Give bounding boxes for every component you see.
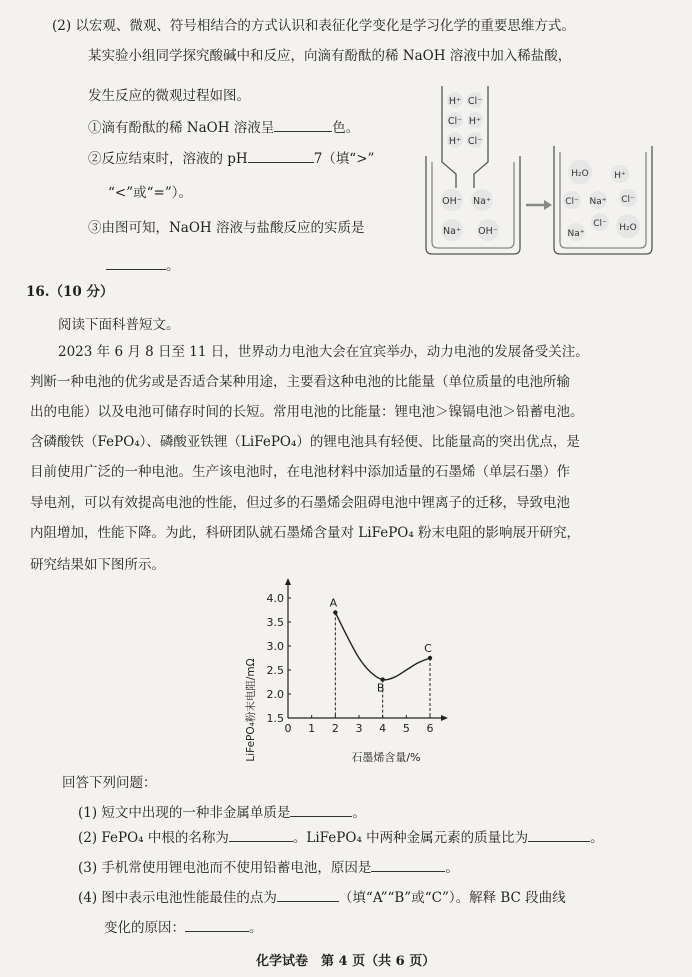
ion-label: OH⁻	[478, 226, 498, 237]
q2-end: 。	[590, 830, 604, 846]
q15-item2	[88, 148, 374, 169]
q16-question-3	[78, 857, 459, 878]
y-tick-label: 4.0	[266, 592, 284, 605]
x-tick-label: 6	[426, 722, 434, 735]
q15-item3-end: 。	[166, 258, 180, 274]
resistance-curve	[335, 612, 430, 679]
q15-item2-pre: ②反应结束时，溶液的 pH	[88, 151, 248, 167]
beaker-after-ions	[563, 160, 640, 241]
chart-x-label: 石墨烯含量/%	[351, 751, 421, 764]
answer-blank[interactable]	[106, 255, 166, 270]
ion-label: H⁺	[448, 96, 462, 107]
answer-blank[interactable]	[185, 917, 249, 932]
passage-line: 含磷酸铁（FePO₄）、磷酸亚铁锂（LiFePO₄）的锂电池具有轻便、比能量高的突出优点，是	[30, 434, 580, 450]
q16-question-4	[78, 887, 566, 908]
beaker-before-ions	[441, 189, 499, 241]
funnel-ions	[447, 92, 483, 148]
q15-item1-pre: ①滴有酚酞的稀 NaOH 溶液呈	[88, 120, 275, 136]
answer-blank[interactable]	[274, 117, 332, 132]
q1-text: (1) 短文中出现的一种非金属单质是	[78, 805, 291, 821]
answer-blank[interactable]	[277, 887, 339, 902]
q3-end: 。	[445, 860, 459, 876]
x-tick-label: 4	[379, 722, 387, 735]
q1-end: 。	[352, 805, 366, 821]
passage-line: 目前使用广泛的一种电池。生产该电池时，在电池材料中添加适量的石墨烯（单层石墨）作	[30, 464, 570, 480]
passage-line: 内阻增加，性能下降。为此，科研团队就石墨烯含量对 LiFePO₄ 粉末电阻的影响展开研究，	[30, 525, 581, 541]
point-label: A	[329, 596, 338, 610]
y-axis-arrow-icon	[285, 578, 291, 585]
y-tick-label: 2.0	[266, 688, 284, 701]
answer-blank[interactable]	[229, 827, 293, 842]
point-label: C	[424, 642, 432, 655]
page-footer: 化学试卷 第 4 页（共 6 页）	[256, 954, 436, 969]
answer-prompt: 回答下列问题：	[62, 775, 157, 791]
q15-intro-line2: 某实验小组同学探究酸碱中和反应，向滴有酚酞的稀 NaOH 溶液中加入稀盐酸，	[88, 48, 572, 64]
q16-instruction: 阅读下面科普短文。	[58, 317, 180, 333]
y-tick-label: 3.0	[266, 640, 284, 653]
answer-blank[interactable]	[290, 802, 352, 817]
ion-label: Cl⁻	[565, 197, 579, 207]
q16-question-2	[78, 827, 604, 848]
ion-label: Na⁺	[443, 226, 461, 237]
ion-label: Cl⁻	[621, 195, 635, 205]
ion-label: OH⁻	[442, 196, 462, 207]
ion-label: Cl⁻	[467, 96, 483, 107]
passage-line: 研究结果如下图所示。	[30, 557, 165, 573]
passage-line: 判断一种电池的优劣或是否适合某种用途，主要看这种电池的比能量（单位质量的电池所输	[30, 374, 570, 390]
y-tick-label: 3.5	[266, 616, 284, 629]
ion-label: H⁺	[448, 136, 462, 147]
x-tick-label: 2	[331, 722, 339, 735]
q4-line2-end: 。	[249, 920, 263, 936]
passage-line: 2023 年 6 月 8 日至 11 日，世界动力电池大会在宜宾举办，动力电池的发展备受关注。	[58, 344, 589, 360]
q4-mid: （填“A”“B”或“C”）。解释 BC 段曲线	[338, 890, 566, 906]
passage-line: 导电剂，可以有效提高电池的性能，但过多的石墨烯会阻碍电池中锂离子的迁移，导致电池	[30, 495, 570, 511]
q16-header: 16.（10 分）	[26, 284, 114, 300]
q15-item1-post: 色。	[332, 120, 360, 136]
q16-question-4-line2	[104, 917, 263, 938]
q4-line2-text: 变化的原因：	[104, 920, 185, 936]
x-tick-label: 3	[355, 722, 363, 735]
chart-marks	[330, 596, 433, 718]
ion-label: H⁺	[614, 171, 626, 181]
ion-label: Na⁺	[567, 229, 585, 239]
ion-label: H⁺	[468, 116, 482, 127]
q2-text: (2) FePO₄ 中根的名称为	[78, 830, 229, 846]
q15-item3: ③由图可知，NaOH 溶液与盐酸反应的实质是	[88, 220, 365, 236]
ion-label: Na⁺	[473, 196, 491, 207]
y-tick-label: 2.5	[266, 664, 284, 677]
ion-label: H₂O	[619, 223, 637, 233]
y-tick-label: 1.5	[266, 712, 284, 725]
answer-blank[interactable]	[528, 827, 590, 842]
q15-item2-line2: “<”或“=”）。	[108, 185, 192, 201]
resistance-chart	[236, 578, 466, 778]
q3-text: (3) 手机常使用锂电池而不使用铅蓄电池，原因是	[78, 860, 372, 876]
q15-item2-mid: 7（填“>”	[313, 151, 375, 167]
x-tick-label: 5	[402, 722, 410, 735]
ion-label: H₂O	[571, 169, 589, 179]
chart-ticks	[267, 592, 434, 735]
neutralization-diagram	[420, 80, 680, 260]
q15-intro-line3: 发生反应的微观过程如图。	[88, 88, 250, 104]
chart-y-label: LiFePO₄粉末电阻/mΩ	[245, 658, 257, 762]
ion-label: Cl⁻	[593, 219, 607, 229]
q15-item3-answer	[106, 255, 180, 276]
q15-item1	[88, 117, 359, 138]
ion-label: Cl⁻	[447, 116, 463, 127]
x-tick-label: 0	[284, 722, 292, 735]
point-label: B	[376, 681, 385, 695]
q2-mid: 。LiFePO₄ 中两种金属元素的质量比为	[292, 830, 529, 846]
q4-text: (4) 图中表示电池性能最佳的点为	[78, 890, 277, 906]
arrow-right-icon	[526, 200, 552, 210]
answer-blank[interactable]	[371, 857, 445, 872]
passage-line: 出的电能）以及电池可储存时间的长短。常用电池的比能量：锂电池＞镍镉电池＞铅蓄电池。	[30, 404, 584, 420]
answer-blank[interactable]	[248, 148, 314, 163]
x-tick-label: 1	[308, 722, 316, 735]
ion-label: Cl⁻	[467, 136, 483, 147]
q16-question-1	[78, 802, 366, 823]
data-point	[333, 610, 337, 614]
q15-intro-line1: (2) 以宏观、微观、符号相结合的方式认识和表征化学变化是学习化学的重要思维方式。	[52, 18, 575, 34]
data-point	[428, 656, 432, 660]
x-axis-arrow-icon	[441, 715, 448, 721]
ion-label: Na⁺	[589, 197, 607, 207]
